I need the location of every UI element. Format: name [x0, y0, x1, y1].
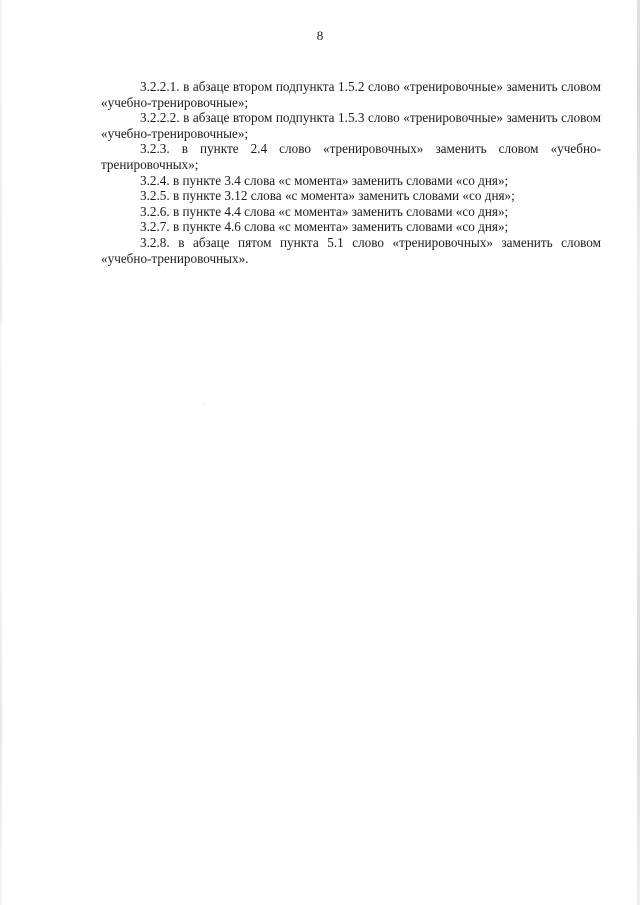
scan-speck: [204, 403, 205, 404]
paragraph-3-2-8: 3.2.8. в абзаце пятом пункта 5.1 слово «тренировочных» заменить словом «учебно-тренировочных».: [101, 234, 601, 266]
scan-edge-left: [0, 0, 2, 905]
document-body: [101, 79, 601, 266]
paragraph-3-2-6: 3.2.6. в пункте 4.4 слова «с момента» заменить словами «со дня»;: [140, 203, 509, 219]
paragraph-3-2-2-2: 3.2.2.2. в абзаце втором подпункта 1.5.3 слово «тренировочные» заменить словом «учебно-тренировочные»;: [101, 110, 601, 141]
paragraph-3-2-7: 3.2.7. в пункте 4.6 слова «с момента» заменить словами «со дня»;: [140, 219, 509, 235]
paragraph-3-2-2-1: 3.2.2.1. в абзаце втором подпункта 1.5.2 слово «тренировочные» заменить словом «учебно-тренировочные»;: [101, 79, 601, 110]
page-number: 8: [316, 28, 324, 43]
paragraph-3-2-3: 3.2.3. в пункте 2.4 слово «тренировочных» заменить словом «учебно-тренировочных»;: [101, 141, 601, 172]
paragraph-3-2-4: 3.2.4. в пункте 3.4 слова «с момента» заменить словами «со дня»;: [140, 172, 509, 188]
paragraph-3-2-5: 3.2.5. в пункте 3.12 слова «с момента» заменить словами «со дня»;: [140, 188, 515, 204]
